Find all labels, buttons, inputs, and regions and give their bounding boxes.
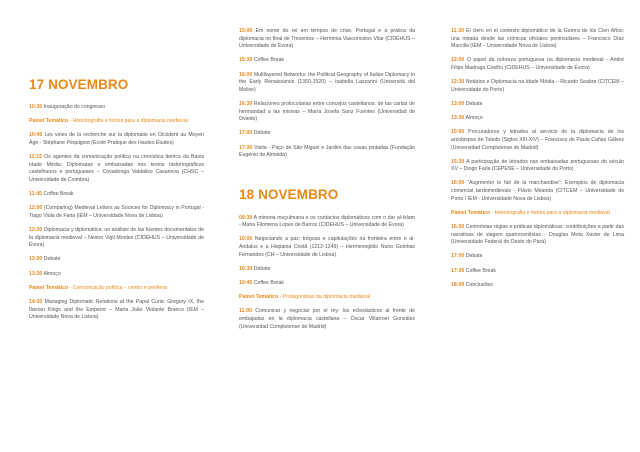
entry-time: 12:00 bbox=[451, 57, 465, 64]
schedule-entry bbox=[29, 191, 204, 199]
entry-title: Os agentes da comunicação política na cronística ibérica da Baixa Idade Média: Diplomatas e embaixadas nos textos historiográficos castelhanos e portugueses – Covadonga Valdaliso Casanova (CHSC – Universidade de Coimbra) bbox=[29, 154, 204, 183]
schedule-entry bbox=[29, 271, 204, 279]
schedule-list-day1-afternoon bbox=[239, 28, 415, 160]
schedule-entry bbox=[239, 236, 415, 259]
entry-time: 10:45 bbox=[239, 280, 253, 287]
entry-title: Relaciones protocolarias entre concejos castellanos: de las cartas de hermandad a las misivas – María Josefa Sanz Fuentes (Universidad de Oviedo) bbox=[239, 100, 415, 123]
schedule-entry bbox=[451, 224, 624, 247]
entry-title: Notários e Diplomacia na Idade Média – Ricardo Seabra (CITCEM – Universidade do Porto) bbox=[451, 79, 624, 93]
schedule-list-day2-morning bbox=[239, 215, 415, 332]
entry-time: 09:30 bbox=[239, 214, 253, 221]
panel-label: Painel Temático bbox=[239, 294, 279, 301]
entry-title: Coffee Break bbox=[253, 280, 284, 287]
panel-title: - Historiografia e fontes para a diplomacia medieval bbox=[69, 118, 188, 125]
schedule-entry bbox=[29, 205, 204, 220]
column-1 bbox=[29, 0, 204, 328]
entry-time: 12:00 bbox=[29, 205, 43, 212]
entry-title: A participação de letrados nas embaixadas portuguesas do século XV – Diogo Faria (CEPESE – Universidade do Porto) bbox=[451, 158, 624, 173]
panel-title: - Comunicação política – centro e periferia bbox=[69, 284, 168, 291]
day-heading-18-november: 18 NOVEMBRO bbox=[239, 186, 339, 202]
entry-title: Cerimónias régias e práticas diplomáticas: contribuições a partir das narrativas de viagem quatrocentistas - Douglas Mota Xavier de Lima (Universidade Federal do Oeste do Pará) bbox=[451, 224, 624, 246]
entry-title: El clero en el contexto diplomático de la Guerra de los Cien Años: una mirada desde las crónicas oficiales peninsulares – Francisco Díaz Marcilla (IEM – Universidade Nova de Lisboa) bbox=[451, 28, 624, 50]
entry-time: 17:30 bbox=[451, 267, 465, 274]
entry-title: Conclusões bbox=[465, 281, 493, 288]
entry-title: Inauguração do congresso bbox=[43, 104, 106, 110]
entry-title: O papel da nobreza portuguesa na diplomacia medieval - André Filipe Madruga Coelho (CIDEHUS – Universidade de Évora) bbox=[451, 57, 624, 71]
schedule-entry bbox=[451, 180, 624, 203]
panel-theme-heading bbox=[451, 210, 624, 218]
entry-time: 15:00 bbox=[239, 28, 253, 34]
schedule-list-day2-afternoon bbox=[451, 28, 624, 289]
schedule-entry bbox=[239, 28, 415, 51]
entry-title: A minoria muçulmana e os contactos diplomáticos com o dar al-Islam - Maria Filomena Lopes de Barros (CIDEHUS – Universidade de Évora) bbox=[239, 214, 415, 229]
entry-title: Almoço bbox=[43, 270, 61, 277]
entry-title: Coffee Break bbox=[465, 267, 496, 274]
panel-label: Painel Temático bbox=[29, 284, 69, 291]
entry-time: 17:30 bbox=[239, 144, 253, 151]
entry-title: Coffee Break bbox=[43, 191, 74, 198]
panel-theme-heading bbox=[29, 118, 204, 126]
entry-time: 10:00 bbox=[239, 236, 253, 243]
entry-time: 17:00 bbox=[239, 130, 253, 137]
entry-title: Debate bbox=[43, 256, 61, 263]
entry-title: Les voies de la recherche sur la diplomatie en Occident au Moyen Âge - Stéphane Péquignot (École Pratique des Hautes Études) bbox=[29, 132, 204, 146]
column-3 bbox=[451, 28, 624, 296]
schedule-entry bbox=[29, 154, 204, 184]
panel-theme-heading bbox=[239, 294, 415, 302]
schedule-entry bbox=[29, 132, 204, 147]
panel-label: Painel Temático bbox=[29, 118, 69, 125]
schedule-entry bbox=[239, 57, 415, 65]
entry-title: (Comparing) Medieval Letters as Sources for Diplomacy in Portugal - Tiago Viúla de Faria (IEM – Universidade Nova de Lisboa) bbox=[29, 205, 204, 219]
entry-time: 13:00 bbox=[451, 100, 465, 107]
schedule-entry bbox=[451, 115, 624, 123]
schedule-entry bbox=[451, 57, 624, 72]
entry-title: Debate bbox=[253, 130, 271, 137]
entry-time: 15:00 bbox=[451, 129, 465, 136]
entry-title: Coffee Break bbox=[253, 57, 284, 64]
schedule-entry bbox=[451, 101, 624, 109]
panel-theme-heading bbox=[29, 285, 204, 293]
schedule-list-day1-morning bbox=[29, 104, 204, 322]
entry-time: 12:30 bbox=[451, 79, 465, 86]
entry-time: 11:30 bbox=[451, 28, 464, 34]
entry-title: Visita - Paço de São Miguel e Jardim das casas pintadas (Fundação Eugénio de Almeida) bbox=[239, 144, 415, 159]
schedule-entry bbox=[239, 72, 415, 95]
schedule-entry bbox=[239, 266, 415, 274]
entry-time: 17:00 bbox=[451, 253, 465, 260]
entry-time: 16:30 bbox=[239, 100, 253, 107]
schedule-entry bbox=[451, 129, 624, 152]
entry-title: Negociando a paz: tréguas e capitulações na fronteira entre o al-Andalus e a Hispania Cristã (1212-1249) – Hermenegildo Nuno Goinhas Fernandes (CH – Universidade de Lisboa) bbox=[239, 236, 415, 258]
entry-time: 11:00 bbox=[239, 308, 252, 315]
entry-time: 11:45 bbox=[29, 191, 42, 198]
day-heading-17-november: 17 NOVEMBRO bbox=[29, 77, 129, 92]
entry-title: Multilayered Networks: the Political Geography of Italian Diplomacy in the Early Renaissance (1350-1520) – Isabella Lazzarini (Università del Molise) bbox=[239, 71, 415, 93]
entry-title: Managing Diplomatic Relations at the Papal Curia: Gregory IX, the Iberian Kings and the Emperor – Maria João Violante Branco (IEM – Universidade Nova de Lisboa) bbox=[29, 299, 204, 321]
schedule-entry bbox=[29, 104, 204, 112]
schedule-entry bbox=[451, 159, 624, 174]
entry-time: 11:15 bbox=[29, 154, 42, 161]
schedule-entry bbox=[451, 28, 624, 51]
entry-time: 18:00 bbox=[451, 281, 465, 288]
entry-title: Procuradores y letrados al servicio de la diplomacia de los arzobispos de Toledo (Siglos XIII-XIV) – Francisco de Paula Cañas Gálvez (Universidad Complutense de Madrid) bbox=[451, 129, 624, 151]
entry-title: Debate bbox=[465, 100, 483, 107]
schedule-entry bbox=[239, 101, 415, 124]
entry-title: Debate bbox=[253, 265, 271, 272]
entry-time: 10:45 bbox=[29, 132, 43, 139]
entry-time: 16:00 bbox=[451, 180, 465, 187]
schedule-entry bbox=[239, 130, 415, 138]
entry-time: 13:30 bbox=[451, 115, 465, 122]
panel-title: - Historiografia e fontes para a diplomacia medieval bbox=[491, 209, 610, 216]
entry-time: 13:00 bbox=[29, 256, 43, 263]
entry-time: 16:00 bbox=[239, 71, 253, 78]
entry-time: 10:30 bbox=[29, 104, 43, 110]
schedule-entry bbox=[239, 145, 415, 160]
panel-title: - Protagonistas da diplomacia medieval bbox=[279, 294, 371, 301]
entry-time: 16:30 bbox=[451, 224, 465, 231]
entry-title: Diplomacia y diplomática: un análisis de las fuentes documentales de la diplomacia medieval – Nestor Vigil Montes (CIDEHUS – Universidade de Évora) bbox=[29, 227, 204, 249]
column-2 bbox=[239, 28, 415, 338]
entry-title: "Augmenter le fait de la marchandise": Exemplos de diplomacia comercial tardomedievais - Flávio Miranda (CITCEM – Universidade do Porto / IEM - Universidade Nova de Lisboa) bbox=[451, 180, 624, 202]
schedule-entry bbox=[239, 308, 415, 331]
schedule-entry bbox=[451, 253, 624, 261]
entry-time: 14:30 bbox=[29, 299, 43, 306]
entry-time: 10:30 bbox=[239, 265, 253, 272]
entry-title: Debate bbox=[465, 253, 483, 260]
schedule-entry bbox=[451, 282, 624, 290]
schedule-entry bbox=[239, 280, 415, 288]
schedule-entry bbox=[239, 215, 415, 230]
entry-title: Comunicar y negociar por el rey: los eclesiásticos al frente de embajadas en la diplomacia castellana – Óscar Villarroel González (Universidad Complutense de Madrid) bbox=[239, 308, 415, 330]
schedule-entry bbox=[29, 299, 204, 322]
entry-time: 15:30 bbox=[239, 57, 253, 64]
schedule-entry bbox=[29, 256, 204, 264]
panel-label: Painel Temático bbox=[451, 209, 491, 216]
schedule-entry bbox=[29, 227, 204, 250]
entry-time: 13:30 bbox=[29, 270, 43, 277]
entry-title: Almoço bbox=[465, 115, 483, 122]
schedule-entry bbox=[451, 79, 624, 94]
entry-time: 12:30 bbox=[29, 227, 43, 234]
entry-title: Em nome do rei em tempos de crise. Portugal e a prática da diplomacia no final de Trezentos – Hermínia Vasconcelos Vilar (CIDEHUS – Universidade de Évora) bbox=[239, 28, 415, 50]
entry-time: 15:30 bbox=[451, 158, 465, 165]
schedule-entry bbox=[451, 268, 624, 276]
